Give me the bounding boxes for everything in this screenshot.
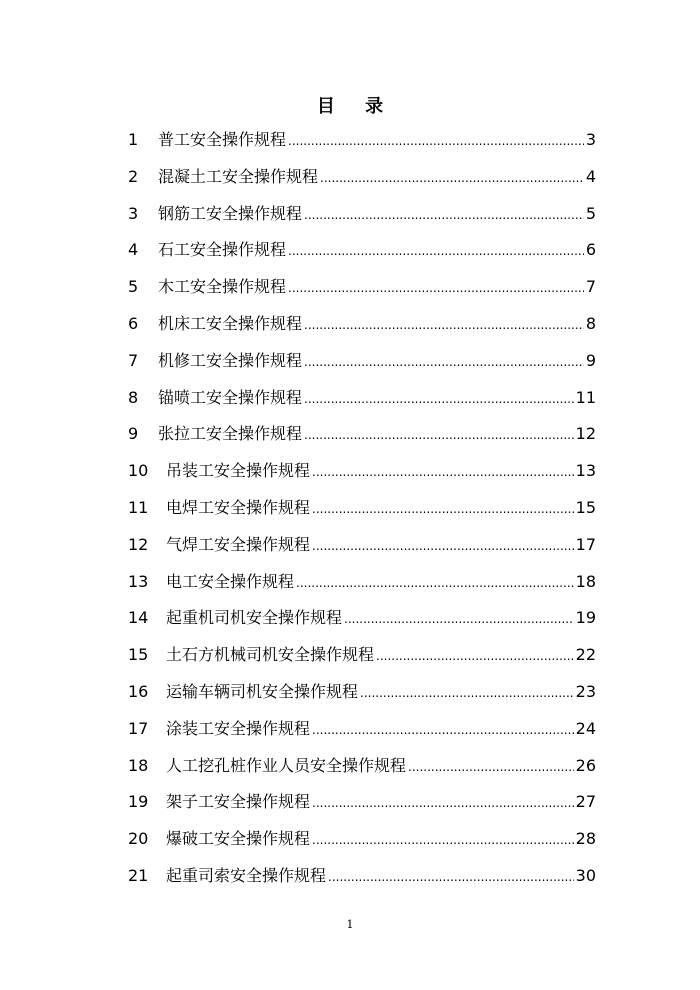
toc-entry-page: 27 [575,792,596,812]
toc-entry-number: 14 [128,608,149,628]
toc-entry-label: 起重机司机安全操作规程 [166,608,343,628]
toc-dot-leader [320,159,584,197]
toc-entry-number: 16 [128,681,149,701]
toc-entry-label: 爆破工安全操作规程 [166,829,311,849]
toc-entry-page: 7 [585,277,596,297]
toc-dot-leader [304,380,574,418]
toc-entry-page: 26 [575,755,596,775]
toc-entry-label: 普工安全操作规程 [158,130,287,149]
toc-entry-label: 石工安全操作规程 [158,240,287,260]
toc-entry[interactable] [128,232,596,269]
toc-entry-label: 锚喷工安全操作规程 [158,387,303,407]
toc-entry-page: 19 [575,608,596,628]
toc-entry-page: 24 [575,718,596,738]
toc-entry-label: 人工挖孔桩作业人员安全操作规程 [166,755,407,775]
toc-entry-page: 18 [575,571,596,591]
toc-entry-label: 架子工安全操作规程 [166,792,311,812]
toc-entry-label: 电焊工安全操作规程 [166,497,311,517]
toc-entry[interactable] [128,490,596,527]
toc-entry-number: 12 [128,534,149,554]
toc-entry-number: 10 [128,461,149,481]
toc-entry-number: 7 [128,350,139,370]
toc-dot-leader [296,564,574,602]
toc-entry-number: 15 [128,645,149,665]
toc-entry[interactable] [128,821,596,858]
toc-entry-label: 吊装工安全操作规程 [166,461,311,481]
toc-entry[interactable] [128,637,596,674]
toc-entry-label: 电工安全操作规程 [166,571,295,591]
toc-entry-number: 6 [128,313,139,333]
toc-entry-page: 9 [585,350,596,370]
toc-entry-page: 23 [575,681,596,701]
toc-dot-leader [304,343,584,381]
toc-entry[interactable] [128,196,596,233]
toc-entry[interactable] [128,416,596,453]
toc-entry-label: 张拉工安全操作规程 [158,424,303,444]
toc-entry-number: 4 [128,240,139,260]
toc-entry[interactable] [128,711,596,748]
toc-dot-leader [304,196,584,234]
toc-entry[interactable] [128,858,596,895]
toc-entry[interactable] [128,306,596,343]
toc-entry-label: 机床工安全操作规程 [158,313,303,333]
toc-dot-leader [288,269,584,307]
toc-entry[interactable] [128,122,596,159]
toc-entry-number: 8 [128,387,139,407]
toc-entry[interactable] [128,453,596,490]
toc-entry-number: 17 [128,718,149,738]
toc-entry-number: 19 [128,792,149,812]
toc-entry-page: 6 [585,240,596,260]
toc-list [128,122,596,895]
toc-entry-number: 2 [128,166,139,186]
toc-entry-page: 12 [575,424,596,444]
toc-entry-page: 30 [575,865,596,885]
toc-dot-leader [328,858,574,896]
toc-entry-number: 3 [128,203,139,223]
toc-entry[interactable] [128,343,596,380]
toc-entry-label: 钢筋工安全操作规程 [158,203,303,223]
toc-entry-number: 1 [128,130,139,149]
toc-dot-leader [304,416,574,454]
toc-entry-label: 起重司索安全操作规程 [166,865,327,885]
toc-entry-label: 气焊工安全操作规程 [166,534,311,554]
toc-entry-page: 5 [585,203,596,223]
toc-entry-page: 17 [575,534,596,554]
toc-entry-page: 22 [575,645,596,665]
toc-entry-label: 土石方机械司机安全操作规程 [166,645,375,665]
toc-dot-leader [376,637,574,675]
toc-dot-leader [288,232,584,270]
toc-dot-leader [312,821,574,859]
toc-entry-label: 运输车辆司机安全操作规程 [166,681,359,701]
toc-entry-page: 3 [585,130,596,149]
toc-entry-number: 20 [128,829,149,849]
toc-entry-page: 4 [585,166,596,186]
toc-dot-leader [312,784,574,822]
toc-entry[interactable] [128,380,596,417]
toc-entry-label: 机修工安全操作规程 [158,350,303,370]
toc-entry[interactable] [128,748,596,785]
toc-dot-leader [344,600,574,638]
toc-entry-page: 28 [575,829,596,849]
toc-entry-page: 8 [585,313,596,333]
toc-entry-label: 混凝土工安全操作规程 [158,166,319,186]
toc-dot-leader [312,490,574,528]
toc-entry-page: 13 [575,461,596,481]
toc-dot-leader [312,527,574,565]
toc-dot-leader [304,306,584,344]
page-number: 1 [346,918,354,931]
toc-dot-leader [360,674,574,712]
toc-entry-number: 13 [128,571,149,591]
toc-entry[interactable] [128,600,596,637]
toc-entry-label: 木工安全操作规程 [158,277,287,297]
toc-dot-leader [408,748,574,786]
toc-entry-page: 15 [575,497,596,517]
toc-title: 目 录 [316,96,396,117]
toc-entry[interactable] [128,159,596,196]
toc-entry-number: 5 [128,277,139,297]
toc-entry[interactable] [128,674,596,711]
toc-entry[interactable] [128,269,596,306]
toc-dot-leader [312,711,574,749]
toc-entry[interactable] [128,564,596,601]
toc-entry-number: 21 [128,865,149,885]
toc-dot-leader [312,453,574,491]
toc-entry-label: 涂装工安全操作规程 [166,718,311,738]
toc-entry-number: 18 [128,755,149,775]
toc-entry-number: 9 [128,424,139,444]
toc-dot-leader [288,122,584,160]
toc-entry[interactable] [128,527,596,564]
toc-entry-page: 11 [575,387,596,407]
toc-entry[interactable] [128,784,596,821]
toc-entry-number: 11 [128,497,149,517]
